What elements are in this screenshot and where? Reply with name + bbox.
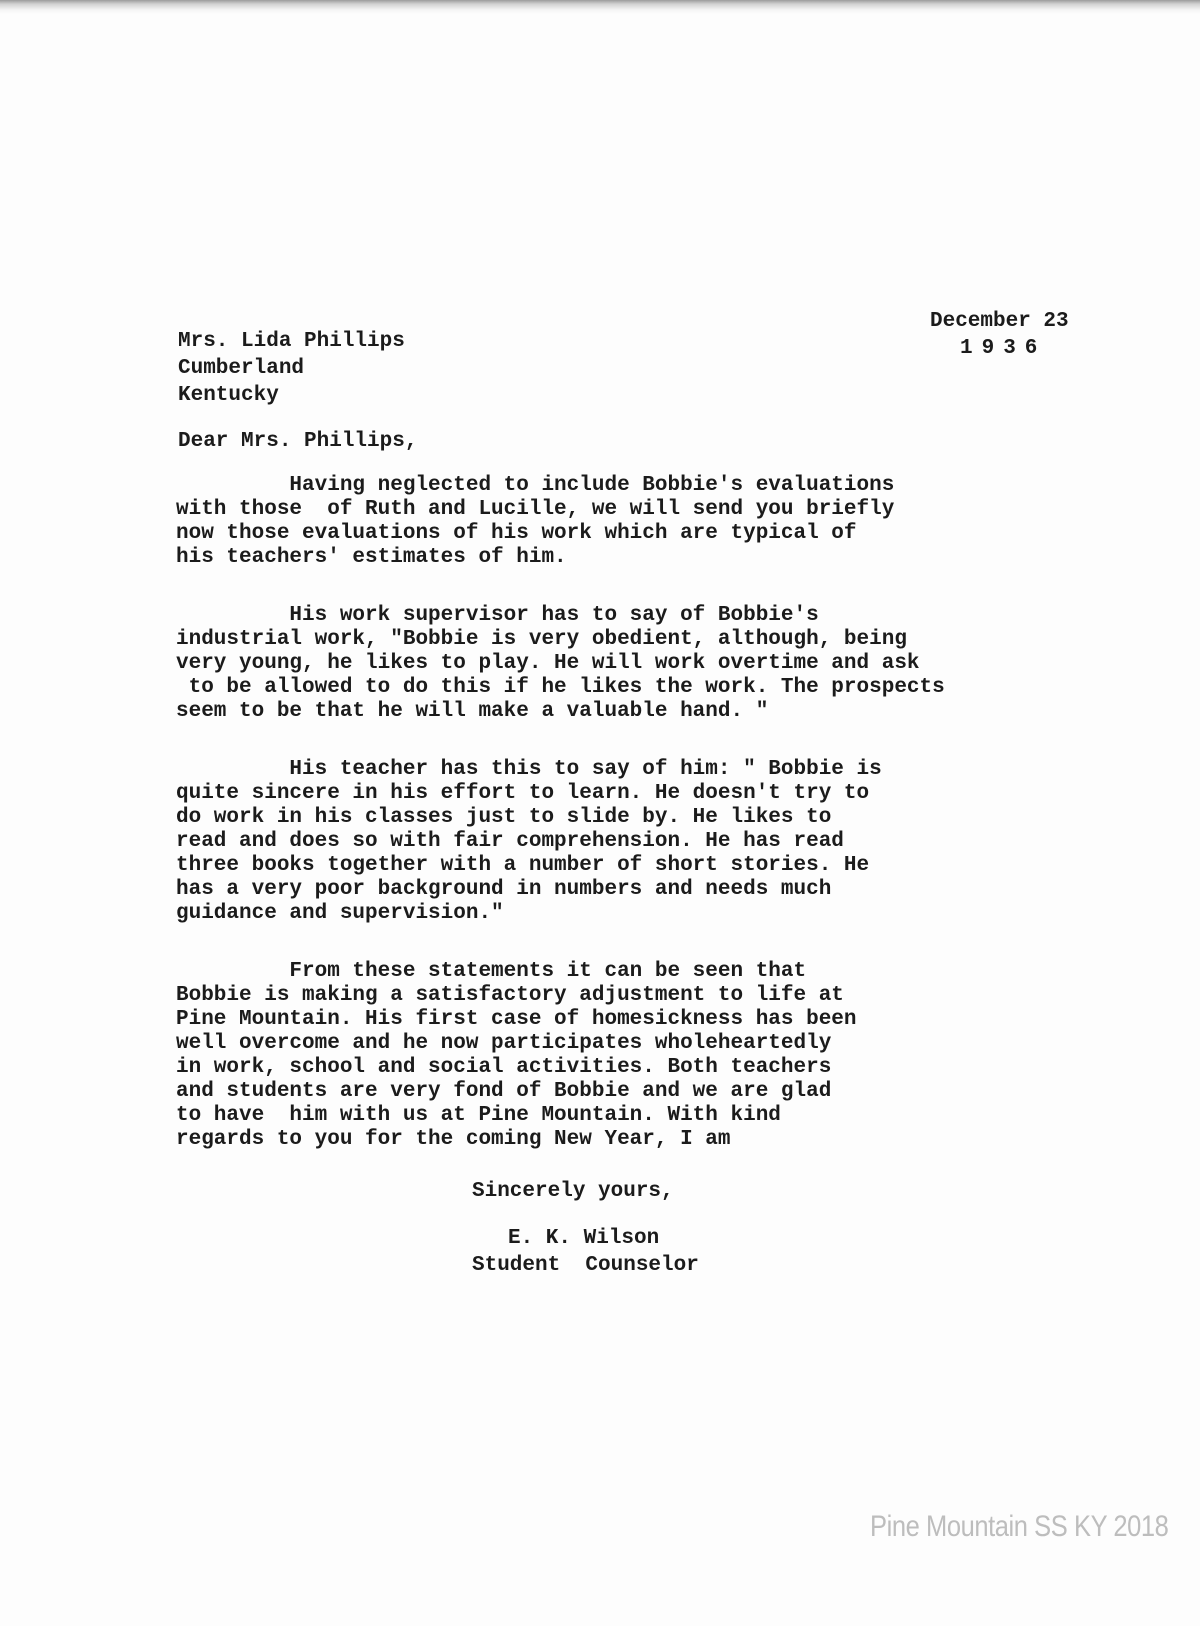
paragraph-line: read and does so with fair comprehension. He has read (176, 830, 844, 853)
paragraph-work-supervisor (176, 604, 1096, 724)
paragraph-line: to be allowed to do this if he likes the work. The prospects (176, 676, 945, 699)
paragraph-line: very young, he likes to play. He will work overtime and ask (176, 652, 920, 675)
paragraph-line: in work, school and social activities. Both teachers (176, 1056, 832, 1079)
paragraph-intro (176, 474, 1096, 570)
paragraph-line: with those of Ruth and Lucille, we will send you briefly (176, 498, 895, 521)
letter-date (930, 308, 1130, 362)
recipient-city: Cumberland (178, 357, 305, 380)
paragraph-line: guidance and supervision." (176, 902, 504, 925)
paragraph-line: do work in his classes just to slide by. He likes to (176, 806, 832, 829)
date-year: 1936 (960, 337, 1047, 360)
paragraph-line: seem to be that he will make a valuable hand. " (176, 700, 769, 723)
complimentary-close: Sincerely yours, (472, 1180, 674, 1203)
recipient-address (178, 328, 405, 409)
signature-name: E. K. Wilson (508, 1227, 660, 1250)
paragraph-line: industrial work, "Bobbie is very obedient, although, being (176, 628, 907, 651)
paragraph-line: From these statements it can be seen that (176, 960, 807, 983)
signature-title: Student Counselor (472, 1254, 699, 1277)
paragraph-line: has a very poor background in numbers and needs much (176, 878, 832, 901)
paragraph-line: His teacher has this to say of him: " Bobbie is (176, 758, 882, 781)
paragraph-line: Bobbie is making a satisfactory adjustment to life at (176, 984, 844, 1007)
paragraph-line: Pine Mountain. His first case of homesickness has been (176, 1008, 857, 1031)
paragraph-line: well overcome and he now participates wholeheartedly (176, 1032, 832, 1055)
recipient-state: Kentucky (178, 384, 279, 407)
paragraph-line: his teachers' estimates of him. (176, 546, 567, 569)
recipient-name: Mrs. Lida Phillips (178, 330, 405, 353)
date-month-day: December 23 (930, 310, 1069, 333)
scanned-top-edge (0, 0, 1200, 14)
paragraph-conclusion (176, 960, 1096, 1152)
paragraph-line: and students are very fond of Bobbie and we are glad (176, 1080, 832, 1103)
paragraph-line: now those evaluations of his work which are typical of (176, 522, 857, 545)
paragraph-teacher (176, 758, 1096, 926)
paragraph-line: three books together with a number of short stories. He (176, 854, 870, 877)
letter-closing (472, 1178, 699, 1279)
paragraph-line: to have him with us at Pine Mountain. With kind (176, 1104, 781, 1127)
paragraph-line: His work supervisor has to say of Bobbie's (176, 604, 819, 627)
paragraph-line: quite sincere in his effort to learn. He doesn't try to (176, 782, 870, 805)
watermark: Pine Mountain SS KY 2018 (870, 1510, 1169, 1543)
salutation: Dear Mrs. Phillips, (178, 430, 418, 453)
paragraph-line: regards to you for the coming New Year, I am (176, 1128, 731, 1151)
paragraph-line: Having neglected to include Bobbie's evaluations (176, 474, 895, 497)
closing-spacer (472, 1205, 699, 1225)
